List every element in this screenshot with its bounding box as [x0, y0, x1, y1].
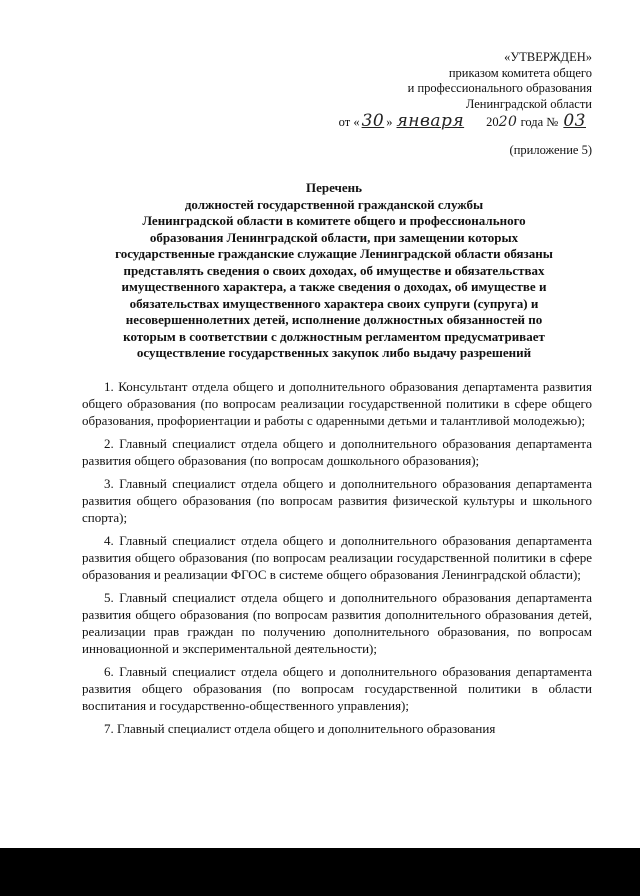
- appendix-label: (приложение 5): [509, 143, 592, 157]
- list-item: 5. Главный специалист отдела общего и дополнительного образования департамента развития общего образования (по вопросам развития дополнительного образования детей, реализации прав граждан по получению дополнительного образования, по вопросам инновационной и экспериментальной деятельности);: [82, 590, 592, 656]
- title-line: обязательствах имущественного характера своих супруги (супруга) и: [129, 295, 539, 311]
- list-item: 3. Главный специалист отдела общего и дополнительного образования департамента развития общего образования (по вопросам развития физической культуры и школьного спорта);: [82, 476, 592, 525]
- title-heading: Перечень: [305, 180, 363, 195]
- title-line: осуществление государственных закупок либо выдачу разрешений: [136, 345, 532, 360]
- list-item: 7. Главный специалист отдела общего и дополнительного образования: [104, 721, 496, 736]
- title-line: образования Ленинградской области, при замещении которых: [149, 229, 519, 245]
- approval-line: приказом комитета общего: [448, 65, 592, 80]
- list-item: 1. Консультант отдела общего и дополнительного образования департамента развития общего образования (по вопросам реализации государственной политики в сфере общего образования, профориентации и работы с одаренными детьми и талантливой молодежью);: [82, 379, 592, 428]
- handwritten-year: 20: [498, 114, 518, 130]
- approval-line: «УТВЕРЖДЕН»: [504, 50, 592, 64]
- title-line: Ленинградской области в комитете общего и профессионального: [142, 213, 526, 228]
- approval-line: и профессионального образования: [407, 81, 592, 95]
- approval-stamp-block: [292, 50, 592, 130]
- list-item: 2. Главный специалист отдела общего и дополнительного образования департамента развития общего образования (по вопросам дошкольного образования);: [82, 436, 592, 468]
- date-day-close: »: [386, 115, 393, 129]
- scan-bottom-edge: [0, 848, 640, 896]
- title-line: должностей государственной гражданской службы: [184, 196, 484, 212]
- approval-date-line: [292, 113, 592, 130]
- approval-line: Ленинградской области: [465, 96, 592, 111]
- list-item: 4. Главный специалист отдела общего и дополнительного образования департамента развития общего образования (по вопросам реализации государственной политики в сфере образования и реализации ФГОС в системе общего образования Ленинградской области);: [82, 533, 592, 582]
- document-title: [74, 180, 594, 362]
- year-suffix: года №: [520, 115, 559, 129]
- handwritten-month: января: [396, 111, 465, 131]
- position-list: [82, 378, 592, 743]
- title-line: которым в соответствии с должностным регламентом предусматривает: [123, 328, 545, 344]
- year-prefix: 20: [486, 115, 499, 129]
- handwritten-order-number: 03: [563, 111, 586, 131]
- handwritten-day: 30: [361, 111, 385, 131]
- title-line: представлять сведения о своих доходах, об имуществе и обязательствах: [123, 262, 545, 278]
- title-line: имущественного характера, а также сведения о доходах, об имуществе и: [121, 279, 547, 294]
- date-prefix: от «: [338, 115, 360, 129]
- title-line: государственные гражданские служащие Ленинградской области обязаны: [115, 246, 553, 261]
- list-item: 6. Главный специалист отдела общего и дополнительного образования департамента развития общего образования (по вопросам государственной политики в области воспитания и государственно-общественного управления);: [82, 664, 592, 713]
- title-line: несовершеннолетних детей, исполнение должностных обязанностей по: [125, 312, 543, 327]
